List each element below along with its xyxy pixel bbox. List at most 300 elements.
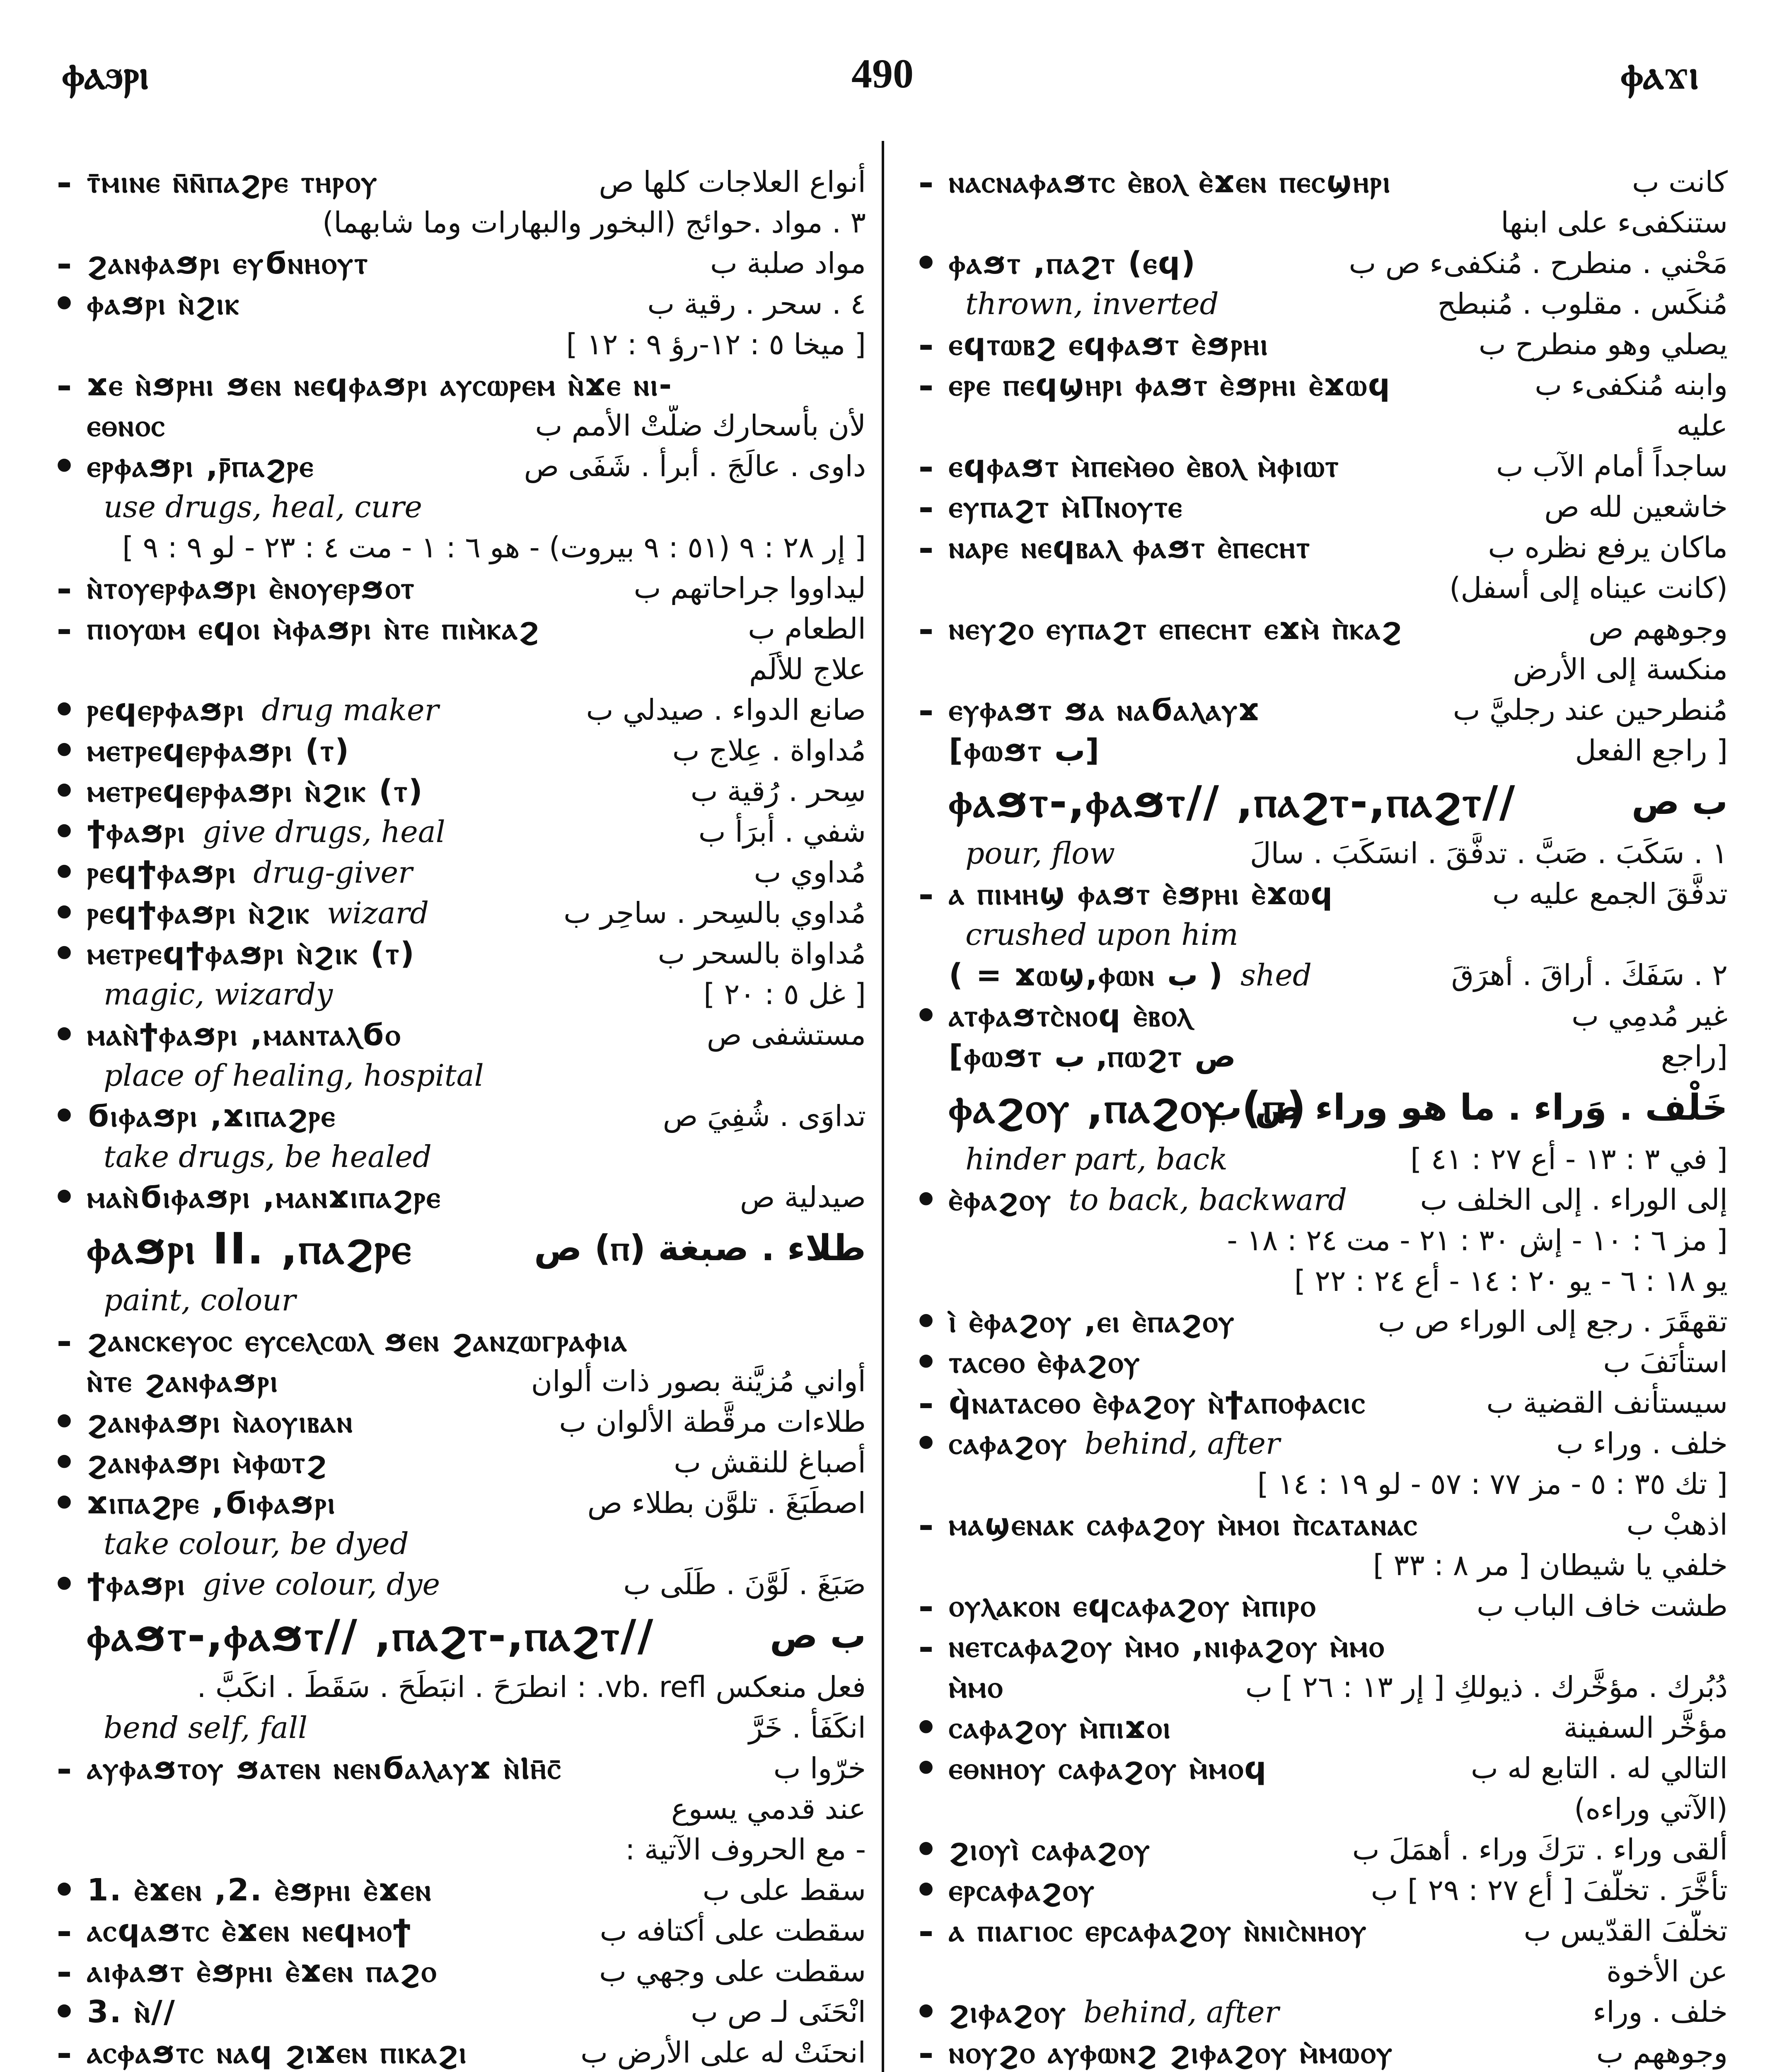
english-gloss: place of healing, hospital xyxy=(104,1058,484,1093)
coptic-text: ⲙⲉⲧⲣⲉϥⲉⲣⲫⲁϧⲣⲓ ⲛ̀ϩⲓⲕ (ⲧ) xyxy=(87,773,424,809)
dictionary-entry xyxy=(903,243,1728,283)
dictionary-entry xyxy=(903,1220,1728,1261)
english-gloss: give drugs, heal xyxy=(202,814,445,849)
english-gloss: wizard xyxy=(327,896,429,930)
entry-bullet: - xyxy=(918,1910,934,1951)
entry-bullet: - xyxy=(56,1748,72,1789)
entry-bullet: - xyxy=(918,1626,934,1667)
arabic-gloss: تأخَّرَ . تخلَّفَ [ أع ٢٧ : ٢٩ ] ب xyxy=(1371,1873,1728,1907)
dictionary-entry xyxy=(41,1483,866,1523)
arabic-gloss: تداوَى . شُفِيَ ص xyxy=(662,1099,866,1133)
arabic-gloss: (كانت عيناه إلى أسفل) xyxy=(1449,571,1728,605)
arabic-gloss: لأن بأسحارك ضلّتْ الأمم ب xyxy=(535,409,866,443)
headword-entry xyxy=(41,1218,866,1280)
coptic-text: ⲙ̀ⲙⲟ xyxy=(949,1669,1004,1705)
arabic-gloss: أنواع العلاجات كلها ص xyxy=(599,165,866,199)
arabic-gloss: التالي له . التابع له ب xyxy=(1471,1751,1728,1785)
arabic-gloss: اصطَبَغَ . تلوَّن بطلاء ص xyxy=(587,1486,866,1520)
dictionary-entry xyxy=(903,1667,1728,1707)
dictionary-entry xyxy=(903,730,1728,771)
coptic-text: ⲛ̀ⲧⲉ ϩⲁⲛⲫⲁϧⲣⲓ xyxy=(87,1363,279,1399)
dictionary-entry xyxy=(903,1870,1728,1910)
dictionary-entry xyxy=(903,1748,1728,1789)
dictionary-entry xyxy=(903,1951,1728,1992)
entry-bullet: - xyxy=(56,608,72,649)
dictionary-entry xyxy=(41,365,866,405)
coptic-text: [ⲫⲱϧⲧ ب ,ⲡⲱϩⲧ ص xyxy=(949,1038,1236,1074)
entry-bullet: • xyxy=(52,852,76,893)
coptic-text: ⲛⲉⲧⲥⲁⲫⲁϩⲟⲩ ⲙ̀ⲙⲟ ,ⲛⲓⲫⲁϩⲟⲩ ⲙ̀ⲙⲟ xyxy=(949,1628,1385,1664)
dictionary-entry xyxy=(903,527,1728,568)
arabic-gloss: [ غل ٥ : ٢٠ ] xyxy=(704,977,866,1011)
dictionary-entry xyxy=(41,730,866,771)
entry-bullet: - xyxy=(918,446,934,487)
dictionary-entry xyxy=(903,1992,1728,2032)
arabic-gloss: ب ص xyxy=(1631,781,1728,823)
dictionary-entry xyxy=(903,874,1728,914)
arabic-gloss: مُنكَس . مقلوب . مُنبطح xyxy=(1437,287,1728,321)
coptic-text: ⲛ̀ⲧⲟⲩⲉⲣⲫⲁϧⲣⲓ ⲉ̀ⲛⲟⲩⲉⲣϧⲟⲧ xyxy=(87,570,416,606)
dictionary-entry xyxy=(903,1261,1728,1301)
entry-bullet: • xyxy=(914,1870,938,1910)
dictionary-entry xyxy=(903,995,1728,1036)
entry-bullet: - xyxy=(918,1504,934,1545)
dictionary-entry xyxy=(41,324,866,365)
coptic-text: ⲣⲉϥϯⲫⲁϧⲣⲓ ⲛ̀ϩⲓⲕ xyxy=(87,895,311,931)
dictionary-entry xyxy=(903,1342,1728,1382)
entry-bullet: - xyxy=(56,365,72,405)
dictionary-entry xyxy=(903,1626,1728,1667)
dictionary-entry xyxy=(41,1910,866,1951)
dictionary-entry xyxy=(903,1464,1728,1504)
entry-bullet: - xyxy=(918,324,934,365)
arabic-gloss: خلفي يا شيطان [ مر ٨ : ٣٣ ] xyxy=(1373,1548,1728,1582)
arabic-gloss: دُبُرك . مؤخَّرك . ذيولكِ [ إر ١٣ : ٢٦ ] ب xyxy=(1245,1670,1728,1704)
entry-bullet: - xyxy=(56,243,72,283)
dictionary-entry xyxy=(41,1748,866,1789)
dictionary-entry xyxy=(903,1382,1728,1423)
dictionary-entry xyxy=(903,1423,1728,1464)
english-gloss: give colour, dye xyxy=(202,1567,440,1602)
entry-bullet: • xyxy=(52,690,76,730)
arabic-gloss: مواد صلبة ب xyxy=(710,246,866,280)
arabic-gloss: وابنه مُنكفىء ب xyxy=(1535,368,1728,402)
entry-bullet: • xyxy=(52,1992,76,2032)
dictionary-entry xyxy=(41,1136,866,1177)
entry-bullet: - xyxy=(918,608,934,649)
page-number: 490 xyxy=(851,51,914,97)
coptic-text: ⲉⲩⲫⲁϧⲧ ϧⲁ ⲛⲁϭⲁⲗⲁⲩϫ xyxy=(949,692,1260,728)
arabic-gloss: ساجداً أمام الآب ب xyxy=(1496,449,1728,483)
dictionary-entry xyxy=(903,833,1728,874)
coptic-text: ⲫⲁϩⲟⲩ ,ⲡⲁϩⲟⲩ (ⲡ) xyxy=(949,1082,1308,1133)
arabic-gloss: خلف . وراء xyxy=(1593,1995,1728,2029)
coptic-text: ⲉⲩⲡⲁϩⲧ ⲙ̀Ⲡⲛⲟⲩⲧⲉ xyxy=(949,489,1183,525)
entry-bullet: - xyxy=(56,2032,72,2072)
arabic-gloss: صانع الدواء . صيدلي ب xyxy=(586,693,866,727)
arabic-gloss: ماكان يرفع نظره ب xyxy=(1488,530,1728,564)
arabic-gloss: شفي . أبرَأَ ب xyxy=(698,815,866,849)
dictionary-entry xyxy=(903,2032,1728,2072)
entry-bullet: • xyxy=(52,771,76,811)
coptic-text: ϩⲓⲫⲁϩⲟⲩ xyxy=(949,1994,1067,2030)
arabic-gloss: داوى . عالَجَ . أبرأَ . شَفَى ص xyxy=(524,449,866,483)
arabic-gloss: خرّوا ب xyxy=(773,1751,866,1785)
entry-bullet: • xyxy=(914,1423,938,1464)
coptic-text: ϩⲁⲛⲥⲕⲉⲩⲟⲥ ⲉⲩⲥⲉⲗⲥⲱⲗ ϧⲉⲛ ϩⲁⲛⲍⲱⲅⲣⲁⲫⲓⲁ xyxy=(87,1322,628,1358)
dictionary-entry xyxy=(903,1707,1728,1748)
arabic-gloss: صَبَغَ . لَوَّنَ . طَلَى ب xyxy=(623,1567,866,1601)
arabic-gloss: تخلَّفَ القدّيس ب xyxy=(1523,1914,1728,1948)
arabic-gloss: سقطت على وجهي ب xyxy=(599,1954,866,1988)
coptic-text: ⲁ ⲡⲓⲁⲅⲓⲟⲥ ⲉⲣⲥⲁⲫⲁϩⲟⲩ ⲛ̀ⲛⲓⲥ̀ⲛⲏⲟⲩ xyxy=(949,1912,1368,1949)
dictionary-entry xyxy=(41,1361,866,1402)
english-gloss: behind, after xyxy=(1083,1995,1279,2029)
dictionary-entry xyxy=(41,811,866,852)
arabic-gloss: يو ١٨ : ٦ - يو ٢٠ : ١٤ - أع ٢٤ : ٢٢ ] xyxy=(1294,1264,1728,1298)
dictionary-entry xyxy=(903,955,1728,995)
dictionary-entry xyxy=(903,1545,1728,1585)
dictionary-entry xyxy=(903,487,1728,527)
headword-entry xyxy=(903,771,1728,833)
coptic-text: ⲙⲁϣⲉⲛⲁⲕ ⲥⲁⲫⲁϩⲟⲩ ⲙ̀ⲙⲟⲓ ⲡ̀ⲥⲁⲧⲁⲛⲁⲥ xyxy=(949,1506,1419,1542)
dictionary-entry xyxy=(41,933,866,974)
coptic-text: ⲛⲁⲣⲉ ⲛⲉϥⲃⲁⲗ ⲫⲁϧⲧ ⲉ̀ⲡⲉⲥⲏⲧ xyxy=(949,529,1311,565)
coptic-text: ϩⲁⲛⲫⲁϧⲣⲓ ⲉⲩϭⲛⲏⲟⲩⲧ xyxy=(87,245,369,281)
arabic-gloss: عند قدمي يسوع xyxy=(671,1792,866,1826)
entry-bullet: - xyxy=(56,1910,72,1951)
coptic-text: ⲁ ⲡⲓⲙⲏϣ ⲫⲁϧⲧ ⲉ̀ϧⲣⲏⲓ ⲉ̀ϫⲱϥ xyxy=(949,876,1334,912)
dictionary-entry xyxy=(41,162,866,202)
entry-bullet: • xyxy=(52,283,76,324)
arabic-gloss: ألقى وراء . ترَكَ وراء . أهمَلَ ب xyxy=(1352,1832,1728,1866)
coptic-text: ⲁⲩⲫⲁϧⲧⲟⲩ ϧⲁⲧⲉⲛ ⲛⲉⲛϭⲁⲗⲁⲩϫ ⲛ̀Ⲓⲏ̄ⲥ̄ xyxy=(87,1750,562,1786)
arabic-gloss: فعل منعكس vb. refl. : انطرَحَ . انبَطَحَ . سَقَطَ . انكَبَّ . xyxy=(197,1670,866,1704)
coptic-text: ⲁⲓⲫⲁϧⲧ ⲉ̀ϧⲣⲏⲓ ⲉ̀ϫⲉⲛ ⲡⲁϩⲟ xyxy=(87,1953,438,1989)
arabic-gloss: عليه xyxy=(1676,409,1728,443)
dictionary-entry xyxy=(41,2032,866,2072)
coptic-text: ⲫⲁϧⲣⲓ II. ,ⲡⲁϩⲣⲉ xyxy=(87,1223,412,1274)
dictionary-entry xyxy=(903,1789,1728,1829)
dictionary-entry xyxy=(903,405,1728,446)
dictionary-entry xyxy=(41,1320,866,1361)
entry-bullet: • xyxy=(914,1707,938,1748)
coptic-text: ⲁⲧⲫⲁϧⲧⲥ̀ⲛⲟϥ ⲉ̀ⲃⲟⲗ xyxy=(949,997,1193,1034)
arabic-gloss: ٤ . سحر . رقية ب xyxy=(647,287,866,321)
dictionary-entry xyxy=(903,324,1728,365)
coptic-text: ⲫⲁϧⲧ-,ⲫⲁϧⲧ// ,ⲡⲁϩⲧ-,ⲡⲁϩⲧ// xyxy=(949,776,1516,827)
coptic-text: ⲉⲣⲉ ⲡⲉϥϣⲏⲣⲓ ⲫⲁϧⲧ ⲉ̀ϧⲣⲏⲓ ⲉ̀ϫⲱϥ xyxy=(949,367,1391,403)
arabic-gloss: مُداوي ب xyxy=(754,855,866,889)
coptic-text: ⲓ̀ ⲉ̀ⲫⲁϩⲟⲩ ,ⲉⲓ ⲉ̀ⲡⲁϩⲟⲩ xyxy=(949,1303,1236,1339)
entry-bullet: • xyxy=(52,1096,76,1136)
dictionary-entry xyxy=(41,243,866,283)
english-gloss: use drugs, heal, cure xyxy=(104,489,422,524)
dictionary-entry xyxy=(41,446,866,487)
dictionary-entry xyxy=(41,527,866,568)
arabic-gloss: [ في ٣ : ١٣ - أع ٢٧ : ٤١ ] xyxy=(1410,1142,1728,1176)
coptic-text: ⲙⲉⲧⲣⲉϥⲉⲣⲫⲁϧⲣⲓ (ⲧ) xyxy=(87,732,351,768)
arabic-gloss: سيستأنف القضية ب xyxy=(1486,1386,1728,1420)
arabic-gloss: أصباغ للنقش ب xyxy=(674,1445,866,1479)
arabic-gloss: [ إر ٢٨ : ٩ (٥١ : ٩ بيروت) - هو ٦ : ١ - مت ٤ : ٢٣ - لو ٩ : ٩ ] xyxy=(122,530,866,564)
entry-bullet: • xyxy=(52,1870,76,1910)
arabic-gloss: غير مُدمِي ب xyxy=(1572,999,1728,1033)
entry-bullet: • xyxy=(52,1564,76,1605)
entry-bullet: - xyxy=(56,162,72,202)
coptic-text: ϯⲫⲁϧⲣⲓ xyxy=(87,1566,186,1602)
dictionary-entry xyxy=(903,283,1728,324)
entry-bullet: • xyxy=(914,995,938,1036)
coptic-text: ⲉ̀ⲫⲁϩⲟⲩ xyxy=(949,1181,1052,1218)
entry-bullet: • xyxy=(52,730,76,771)
dictionary-entry xyxy=(903,568,1728,608)
dictionary-entry xyxy=(41,1280,866,1320)
arabic-gloss: علاج للألَم xyxy=(749,652,866,686)
arabic-gloss: عن الأخوة xyxy=(1606,1954,1728,1988)
entry-bullet: • xyxy=(914,1301,938,1342)
dictionary-entry xyxy=(41,1789,866,1829)
coptic-text: 3. ⲛ̀// xyxy=(87,1994,176,2030)
arabic-gloss: وجوههم ص xyxy=(1588,612,1728,646)
coptic-text: ⲁⲥⲫⲁϧⲧⲥ ⲛⲁϥ ϩⲓϫⲉⲛ ⲡⲓⲕⲁϩⲓ xyxy=(87,2034,468,2070)
dictionary-entry xyxy=(41,1667,866,1707)
entry-bullet: • xyxy=(914,243,938,283)
dictionary-entry xyxy=(41,771,866,811)
arabic-gloss: مُداواة بالسحر ب xyxy=(658,937,866,971)
entry-bullet: • xyxy=(52,1177,76,1218)
arabic-gloss: سقط على ب xyxy=(702,1873,866,1907)
coptic-text: ϩⲁⲛⲫⲁϧⲣⲓ ⲛ̀ⲁⲟⲩⲓⲃⲁⲛ xyxy=(87,1404,354,1440)
dictionary-entry xyxy=(41,1523,866,1564)
entry-bullet: - xyxy=(918,874,934,914)
entry-bullet: • xyxy=(914,1179,938,1220)
dictionary-entry xyxy=(903,202,1728,243)
english-gloss: drug maker xyxy=(261,692,439,727)
entry-bullet: - xyxy=(918,487,934,527)
dictionary-entry xyxy=(903,1301,1728,1342)
arabic-gloss: سقطت على أكتافه ب xyxy=(600,1914,866,1948)
english-gloss: take drugs, be healed xyxy=(104,1139,432,1174)
entry-bullet: - xyxy=(918,2032,934,2072)
dictionary-entry xyxy=(903,1829,1728,1870)
dictionary-entry xyxy=(903,914,1728,955)
dictionary-entry xyxy=(41,1402,866,1442)
entry-bullet: • xyxy=(52,1402,76,1442)
dictionary-entry xyxy=(41,1442,866,1483)
coptic-text: ⲉⲣⲫⲁϧⲣⲓ ,ⲣ̄ⲡⲁϩⲣⲉ xyxy=(87,448,314,484)
coptic-text: ϩⲁⲛⲫⲁϧⲣⲓ ⲙ̀ⲫⲱⲧϩ xyxy=(87,1444,328,1480)
coptic-text: ⲥⲁⲫⲁϩⲟⲩ ⲙ̀ⲡⲓϫⲟⲓ xyxy=(949,1709,1172,1745)
dictionary-entry xyxy=(903,1504,1728,1545)
coptic-text: ⲫⲁϧⲧ-,ⲫⲁϧⲧ// ,ⲡⲁϩⲧ-,ⲡⲁϩⲧ// xyxy=(87,1610,655,1661)
dictionary-entry xyxy=(41,649,866,690)
dictionary-entry xyxy=(41,1096,866,1136)
arabic-gloss: - مع الحروف الآتية : xyxy=(625,1832,866,1866)
coptic-text: ⲡⲓⲟⲩⲱⲙ ⲉϥⲟⲓ ⲙ̀ⲫⲁϧⲣⲓ ⲛ̀ⲧⲉ ⲡⲓⲙ̀ⲕⲁϩ xyxy=(87,610,540,646)
entry-bullet: • xyxy=(914,1342,938,1382)
entry-bullet: - xyxy=(918,1585,934,1626)
dictionary-entry xyxy=(41,1014,866,1055)
arabic-gloss: ١ . سَكَبَ . صَبَّ . تدفَّقَ . انسَكَبَ . سالَ xyxy=(1250,836,1728,870)
english-gloss: crushed upon him xyxy=(965,917,1238,952)
dictionary-entry xyxy=(903,162,1728,202)
arabic-gloss: مُداوي بالسِحر . ساحِر ب xyxy=(563,896,866,930)
arabic-gloss: ليداووا جراحاتهم ب xyxy=(633,571,866,605)
coptic-text: ⲙⲉⲧⲣⲉϥϯⲫⲁϧⲣⲓ ⲛ̀ϩⲓⲕ (ⲧ) xyxy=(87,935,416,971)
english-gloss: shed xyxy=(1240,958,1312,992)
arabic-gloss: طلاء . صبغة (ⲡ) ص xyxy=(534,1227,866,1269)
entry-bullet: - xyxy=(918,162,934,202)
coptic-text: ⲙⲁⲛ̀ϭⲓⲫⲁϧⲣⲓ ,ⲙⲁⲛϫⲓⲡⲁϩⲣⲉ xyxy=(87,1179,442,1215)
coptic-text: 1. ⲉ̀ϫⲉⲛ ,2. ⲉ̀ϧⲣⲏⲓ ⲉ̀ϫⲉⲛ xyxy=(87,1872,433,1908)
arabic-gloss: يصلي وهو منطرح ب xyxy=(1478,327,1728,361)
arabic-gloss: خاشعين لله ص xyxy=(1544,490,1728,524)
dictionary-entry xyxy=(903,608,1728,649)
arabic-gloss: أواني مُزيَّنة بصور ذات ألوان xyxy=(531,1364,866,1398)
coptic-text: [ⲫⲱϧⲧ ب] xyxy=(949,732,1101,768)
english-gloss: take colour, be dyed xyxy=(104,1526,409,1561)
coptic-text: ⲉⲑⲛⲟⲥ xyxy=(87,407,166,443)
dictionary-entry xyxy=(41,1707,866,1748)
arabic-gloss: مستشفى ص xyxy=(706,1018,866,1052)
coptic-text: ⲫⲁϧⲧ ,ⲡⲁϩⲧ (ⲉϥ) xyxy=(949,245,1197,281)
coptic-text: ( = ϫⲱϣ,ⲫⲱⲛ ب ) xyxy=(949,957,1224,993)
dictionary-entry xyxy=(41,1564,866,1605)
running-head-left: ⲫⲁϧⲣⲓ xyxy=(62,50,149,99)
english-gloss: drug-giver xyxy=(253,855,413,890)
arabic-gloss: انكَفَأَ . خَرَّ xyxy=(749,1711,866,1745)
english-gloss: thrown, inverted xyxy=(965,286,1219,321)
arabic-gloss: مؤخَّر السفينة xyxy=(1563,1711,1728,1745)
arabic-gloss: ٣ . مواد .حوائج (البخور والبهارات وما شابهما) xyxy=(322,206,866,240)
entry-bullet: - xyxy=(56,1951,72,1992)
dictionary-entry xyxy=(903,1585,1728,1626)
arabic-gloss: إلى الوراء . إلى الخلف ب xyxy=(1420,1183,1728,1217)
coptic-text: ⲥⲁⲫⲁϩⲟⲩ xyxy=(949,1425,1068,1461)
dictionary-entry xyxy=(41,1829,866,1870)
arabic-gloss: خلف . وراء ب xyxy=(1556,1426,1728,1460)
dictionary-entry xyxy=(41,1992,866,2032)
coptic-text: ⲛⲟⲩϩⲟ ⲁⲩⲫⲱⲛϩ ϩⲓⲫⲁϩⲟⲩ ⲙ̀ⲙⲱⲟⲩ xyxy=(949,2034,1394,2070)
arabic-gloss: تقهقَرَ . رجع إلى الوراء ص ب xyxy=(1378,1305,1728,1339)
entry-bullet: • xyxy=(914,1992,938,2032)
entry-bullet: • xyxy=(52,446,76,487)
dictionary-entry xyxy=(903,1139,1728,1179)
entry-bullet: - xyxy=(918,1382,934,1423)
entry-bullet: • xyxy=(52,1014,76,1055)
dictionary-entry xyxy=(41,1055,866,1096)
right-column xyxy=(903,162,1728,2072)
arabic-gloss: (الآتي وراءه) xyxy=(1574,1792,1728,1826)
dictionary-entry xyxy=(41,283,866,324)
arabic-gloss: [ مز ٦ : ١٠ - إش ٣٠ : ٢١ - مت ٢٤ : ١٨ - xyxy=(1227,1223,1728,1257)
coptic-text: ⲛⲉⲩϩⲟ ⲉⲩⲡⲁϩⲧ ⲉⲡⲉⲥⲏⲧ ⲉϫⲙ̀ ⲡ̀ⲕⲁϩ xyxy=(949,610,1403,646)
arabic-gloss: خَلْف . وَراء . ما هو وراء ص ب xyxy=(1206,1087,1728,1128)
arabic-gloss: سِحر . رُقية ب xyxy=(690,774,866,808)
entry-bullet: • xyxy=(52,893,76,933)
dictionary-entry xyxy=(903,365,1728,405)
coptic-text: ϫⲓⲡⲁϩⲣⲉ ,ϭⲓⲫⲁϧⲣⲓ xyxy=(87,1485,336,1521)
headword-entry xyxy=(41,1605,866,1667)
dictionary-entry xyxy=(903,446,1728,487)
dictionary-entry xyxy=(41,202,866,243)
arabic-gloss: الطعام ب xyxy=(748,612,866,646)
english-gloss: paint, colour xyxy=(104,1283,296,1317)
column-divider xyxy=(882,141,884,2072)
entry-bullet: • xyxy=(52,933,76,974)
dictionary-entry xyxy=(41,852,866,893)
arabic-gloss: ٢ . سَفَكَ . أراقَ . أهرَقَ xyxy=(1451,958,1728,992)
dictionary-entry xyxy=(41,568,866,608)
arabic-gloss: اذهبْ ب xyxy=(1626,1508,1728,1542)
arabic-gloss: طشت خاف الباب ب xyxy=(1477,1589,1728,1623)
coptic-text: ⲣⲉϥⲉⲣⲫⲁϧⲣⲓ xyxy=(87,692,245,728)
running-head-right: ⲫⲁϫⲓ xyxy=(1620,50,1699,99)
dictionary-entry xyxy=(41,974,866,1014)
arabic-gloss: منكسة إلى الأرض xyxy=(1513,652,1728,686)
entry-bullet: • xyxy=(52,1442,76,1483)
coptic-text: ⲉⲑⲛⲏⲟⲩ ⲥⲁⲫⲁϩⲟⲩ ⲙ̀ⲙⲟϥ xyxy=(949,1750,1268,1786)
english-gloss: behind, after xyxy=(1084,1426,1280,1461)
arabic-gloss: مُداواة . عِلاج ب xyxy=(672,733,866,767)
coptic-text: ⲧ̄ⲙⲓⲛⲉ ⲛ̄ⲛ̄ⲡⲁϩⲣⲉ ⲧⲏⲣⲟⲩ xyxy=(87,164,378,200)
english-gloss: pour, flow xyxy=(965,836,1115,871)
english-gloss: magic, wizardy xyxy=(104,977,333,1012)
dictionary-entry xyxy=(41,608,866,649)
arabic-gloss: انحنَتْ له على الأرض ب xyxy=(580,2036,866,2070)
dictionary-entry xyxy=(903,1910,1728,1951)
entry-bullet: • xyxy=(914,1829,938,1870)
coptic-text: ⲉϥⲧⲱⲃϩ ⲉϥⲫⲁϧⲧ ⲉ̀ϧⲣⲏⲓ xyxy=(949,326,1269,362)
entry-bullet: - xyxy=(918,365,934,405)
arabic-gloss: [ ميخا ٥ : ١٢-رؤ ٩ : ١٢ ] xyxy=(566,327,866,361)
dictionary-entry xyxy=(41,405,866,446)
entry-bullet: - xyxy=(918,690,934,730)
coptic-text: ϯⲫⲁϧⲣⲓ xyxy=(87,813,186,850)
arabic-gloss: كانت ب xyxy=(1632,165,1728,199)
coptic-text: ⲧⲁⲥⲑⲟ ⲉ̀ⲫⲁϩⲟⲩ xyxy=(949,1344,1141,1380)
coptic-text: ⲛⲁⲥⲛⲁⲫⲁϧⲧⲥ ⲉ̀ⲃⲟⲗ ⲉ̀ϫⲉⲛ ⲡⲉⲥϣⲏⲣⲓ xyxy=(949,164,1392,200)
arabic-gloss: انْحَنَى لـ ص ب xyxy=(691,1995,866,2029)
arabic-gloss: استأنَفَ ب xyxy=(1603,1345,1728,1379)
dictionary-entry xyxy=(41,1870,866,1910)
entry-bullet: - xyxy=(56,568,72,608)
coptic-text: ⲁⲥϥⲁϧⲧⲥ ⲉ̀ϫⲉⲛ ⲛⲉϥⲙⲟϯ xyxy=(87,1912,412,1949)
arabic-gloss: مَحْني . منطرح . مُنكفىء ص ب xyxy=(1349,246,1728,280)
entry-bullet: • xyxy=(914,1748,938,1789)
coptic-text: ⲙⲁⲛ̀ϯⲫⲁϧⲣⲓ ,ⲙⲁⲛⲧⲁⲗϭⲟ xyxy=(87,1017,401,1053)
dictionary-entry xyxy=(903,1036,1728,1077)
arabic-gloss: ب ص xyxy=(769,1615,866,1656)
dictionary-entry xyxy=(41,1177,866,1218)
english-gloss: bend self, fall xyxy=(104,1710,308,1745)
arabic-gloss: [ راجع الفعل xyxy=(1575,733,1728,767)
entry-bullet: - xyxy=(56,1320,72,1361)
coptic-text: ϫⲉ ⲛ̀ϧⲣⲏⲓ ϧⲉⲛ ⲛⲉϥⲫⲁϧⲣⲓ ⲁⲩⲥⲱⲣⲉⲙ ⲛ̀ϫⲉ ⲛⲓ- xyxy=(87,367,673,403)
entry-bullet: • xyxy=(52,811,76,852)
arabic-gloss: مُنطرحين عند رجليَّ ب xyxy=(1453,693,1728,727)
dictionary-entry xyxy=(903,649,1728,690)
coptic-text: ⲣⲉϥϯⲫⲁϧⲣⲓ xyxy=(87,854,237,890)
arabic-gloss: صيدلية ص xyxy=(740,1180,866,1214)
dictionary-entry xyxy=(903,690,1728,730)
arabic-gloss: ستنكفىء على ابنها xyxy=(1501,206,1728,240)
left-column xyxy=(41,162,866,2072)
dictionary-entry xyxy=(41,487,866,527)
coptic-text: ϥ̀ⲛⲁⲧⲁⲥⲑⲟ ⲉ̀ⲫⲁϩⲟⲩ ⲛ̀ϯⲁⲡⲟⲫⲁⲥⲓⲥ xyxy=(949,1385,1366,1421)
dictionary-entry xyxy=(41,1951,866,1992)
